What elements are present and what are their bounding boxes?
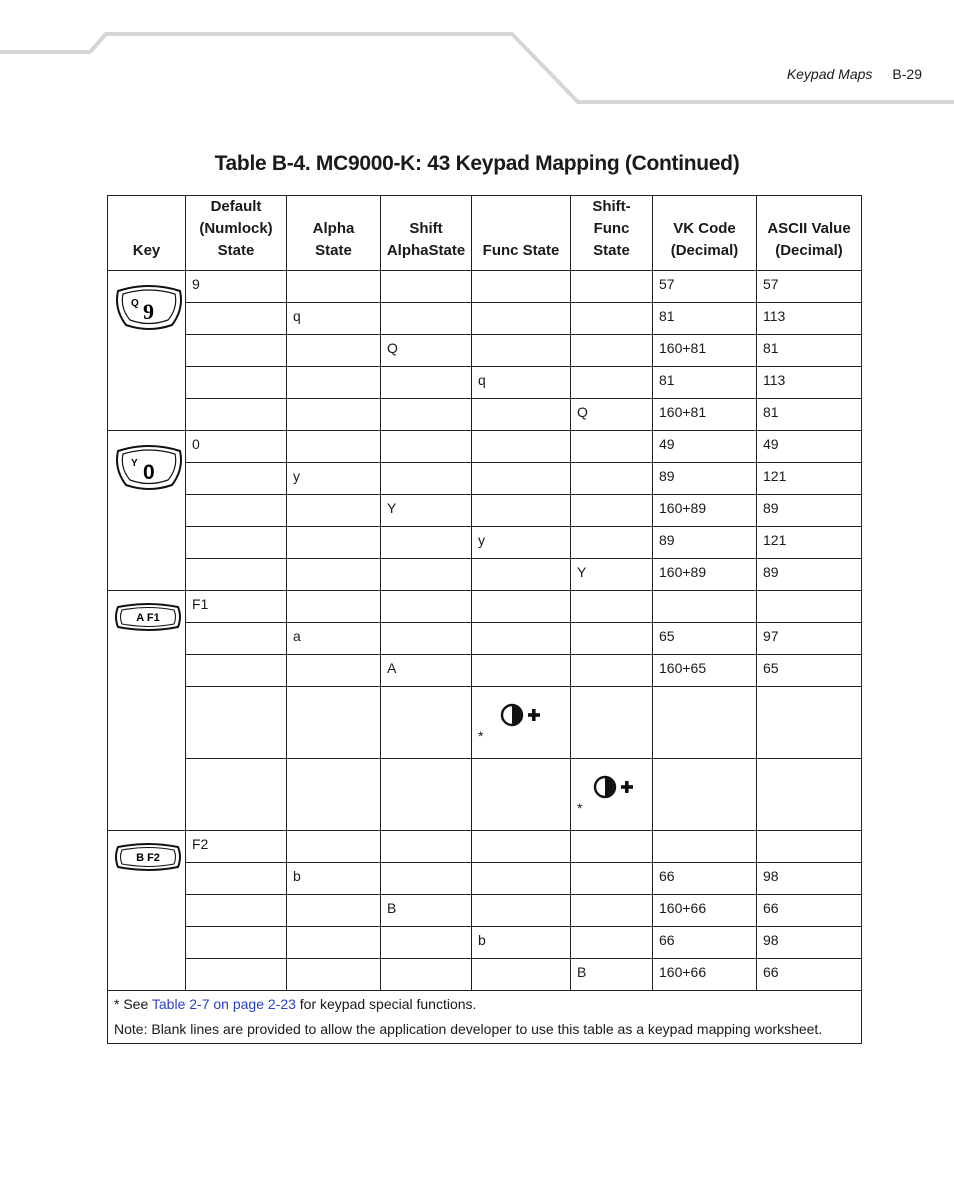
func-cell [472,303,571,335]
alpha-cell: a [287,623,381,655]
vk-cell: 160+81 [653,399,757,431]
shiftfunc-cell [571,895,653,927]
shiftfunc-cell [571,831,653,863]
vk-cell: 81 [653,303,757,335]
shift-cell: Q [381,335,472,367]
footnote-note: Note: Blank lines are provided to allow the application developer to use this table as a keypad mapping worksheet. [114,1021,823,1037]
ascii-cell [757,831,862,863]
col-alpha: Alpha State [287,196,381,271]
alpha-cell [287,655,381,687]
key-cell [108,591,186,831]
table-row [108,335,862,367]
default-cell: 0 [186,431,287,463]
q9-key-icon [114,279,184,333]
backlight-plus-icon [593,775,639,799]
table-2-7-link[interactable]: Table 2-7 on page 2-23 [151,996,296,1012]
table-row [108,431,862,463]
shiftfunc-cell [571,623,653,655]
key-cell [108,431,186,591]
func-cell [472,759,571,831]
vk-cell: 160+66 [653,895,757,927]
shift-cell [381,399,472,431]
shiftfunc-cell [571,591,653,623]
alpha-cell [287,367,381,399]
shiftfunc-cell [571,759,653,831]
vk-cell: 49 [653,431,757,463]
svg-text:9: 9 [143,299,154,324]
shiftfunc-cell [571,367,653,399]
shift-cell [381,863,472,895]
vk-cell: 160+81 [653,335,757,367]
func-cell [472,687,571,759]
ascii-cell: 81 [757,335,862,367]
table-row [108,303,862,335]
footnote-see: * See Table 2-7 on page 2-23 for keypad special functions. [114,996,477,1012]
alpha-cell: b [287,863,381,895]
vk-cell: 160+65 [653,655,757,687]
ascii-cell: 66 [757,895,862,927]
func-cell [472,399,571,431]
default-cell [186,559,287,591]
default-cell [186,927,287,959]
func-cell [472,463,571,495]
vk-cell: 160+89 [653,559,757,591]
alpha-cell [287,927,381,959]
default-cell [186,495,287,527]
default-cell [186,335,287,367]
func-cell [472,335,571,367]
ascii-cell: 49 [757,431,862,463]
alpha-cell [287,759,381,831]
shiftfunc-cell [571,335,653,367]
table-row [108,895,862,927]
section-name: Keypad Maps [786,66,873,82]
alpha-cell [287,831,381,863]
shiftfunc-cell [571,655,653,687]
col-ascii: ASCII Value (Decimal) [757,196,862,271]
default-cell [186,959,287,991]
svg-text:Q: Q [131,298,139,309]
func-cell [472,591,571,623]
vk-cell: 160+66 [653,959,757,991]
ascii-cell: 98 [757,863,862,895]
default-cell [186,463,287,495]
default-cell [186,303,287,335]
alpha-cell [287,495,381,527]
shift-cell [381,959,472,991]
shiftfunc-cell: Q [571,399,653,431]
shiftfunc-cell [571,863,653,895]
table-row [108,759,862,831]
shift-cell [381,927,472,959]
col-shift: Shift AlphaState [381,196,472,271]
shiftfunc-cell: Y [571,559,653,591]
alpha-cell [287,527,381,559]
default-cell [186,367,287,399]
header-row [108,196,862,271]
shiftfunc-cell [571,271,653,303]
vk-cell: 89 [653,527,757,559]
vk-cell: 89 [653,463,757,495]
vk-cell [653,759,757,831]
col-shiftfunc: Shift- Func State [571,196,653,271]
shift-cell [381,463,472,495]
ascii-cell: 113 [757,367,862,399]
alpha-cell [287,687,381,759]
vk-cell [653,831,757,863]
header-decoration [0,0,954,110]
alpha-cell: y [287,463,381,495]
alpha-cell [287,399,381,431]
shift-cell: B [381,895,472,927]
default-cell [186,527,287,559]
default-cell [186,399,287,431]
svg-text:B F2: B F2 [136,852,160,864]
func-cell: b [472,927,571,959]
svg-text:Y: Y [131,458,138,469]
keypad-mapping-table [107,195,862,1044]
col-key: Key [108,196,186,271]
table-row [108,623,862,655]
b-f2-key-icon [114,839,182,875]
shift-cell [381,591,472,623]
table-row [108,863,862,895]
default-cell [186,687,287,759]
shift-cell [381,303,472,335]
ascii-cell: 121 [757,527,862,559]
alpha-cell [287,559,381,591]
shift-cell: A [381,655,472,687]
table-row [108,591,862,623]
table-row [108,271,862,303]
a-f1-key-icon [114,599,182,635]
shiftfunc-cell [571,463,653,495]
shiftfunc-cell [571,431,653,463]
table-row [108,655,862,687]
ascii-cell [757,687,862,759]
ascii-cell: 89 [757,559,862,591]
default-cell: F2 [186,831,287,863]
vk-cell: 66 [653,863,757,895]
func-cell [472,863,571,895]
ascii-cell: 121 [757,463,862,495]
table-row [108,527,862,559]
table-title: Table B-4. MC9000-K: 43 Keypad Mapping (Continued) [214,152,740,175]
default-cell: 9 [186,271,287,303]
backlight-plus-icon [500,703,546,727]
footnote-asterisk: * [478,728,484,744]
alpha-cell: q [287,303,381,335]
alpha-cell [287,591,381,623]
ascii-cell: 65 [757,655,862,687]
shift-cell [381,367,472,399]
table-row [108,367,862,399]
shift-cell [381,831,472,863]
shift-cell: Y [381,495,472,527]
shiftfunc-cell [571,527,653,559]
footnote-asterisk: * [577,800,583,816]
default-cell [186,895,287,927]
shift-cell [381,271,472,303]
col-default: Default (Numlock) State [186,196,287,271]
table-row [108,927,862,959]
func-cell: y [472,527,571,559]
table-row [108,495,862,527]
vk-cell [653,591,757,623]
vk-cell [653,687,757,759]
table-row [108,559,862,591]
default-cell [186,623,287,655]
shift-cell [381,431,472,463]
alpha-cell [287,895,381,927]
shiftfunc-cell [571,927,653,959]
func-cell [472,271,571,303]
col-func: Func State [472,196,571,271]
alpha-cell [287,271,381,303]
footnote-cell [108,991,862,1044]
func-cell [472,559,571,591]
svg-text:A F1: A F1 [136,612,160,624]
shiftfunc-cell [571,303,653,335]
default-cell [186,655,287,687]
table-row [108,687,862,759]
ascii-cell: 66 [757,959,862,991]
alpha-cell [287,335,381,367]
vk-cell: 81 [653,367,757,399]
ascii-cell [757,591,862,623]
shift-cell [381,559,472,591]
key-cell [108,271,186,431]
ascii-cell: 98 [757,927,862,959]
alpha-cell [287,959,381,991]
vk-cell: 160+89 [653,495,757,527]
ascii-cell: 57 [757,271,862,303]
y0-key-icon [114,439,184,493]
table-row [108,399,862,431]
vk-cell: 57 [653,271,757,303]
shiftfunc-cell [571,495,653,527]
table-row [108,959,862,991]
shift-cell [381,623,472,655]
func-cell [472,895,571,927]
shift-cell [381,759,472,831]
alpha-cell [287,431,381,463]
func-cell: q [472,367,571,399]
shift-cell [381,687,472,759]
ascii-cell: 113 [757,303,862,335]
func-cell [472,431,571,463]
table-footnote-row [108,991,862,1044]
vk-cell: 65 [653,623,757,655]
svg-text:0: 0 [143,461,155,484]
default-cell: F1 [186,591,287,623]
ascii-cell: 97 [757,623,862,655]
func-cell [472,495,571,527]
ascii-cell [757,759,862,831]
shiftfunc-cell: B [571,959,653,991]
ascii-cell: 81 [757,399,862,431]
func-cell [472,655,571,687]
table-row [108,463,862,495]
table-row [108,831,862,863]
default-cell [186,759,287,831]
col-vk: VK Code (Decimal) [653,196,757,271]
page-number: B-29 [892,66,922,82]
shift-cell [381,527,472,559]
func-cell [472,959,571,991]
running-header [787,66,922,82]
ascii-cell: 89 [757,495,862,527]
default-cell [186,863,287,895]
func-cell [472,623,571,655]
vk-cell: 66 [653,927,757,959]
key-cell [108,831,186,991]
func-cell [472,831,571,863]
shiftfunc-cell [571,687,653,759]
